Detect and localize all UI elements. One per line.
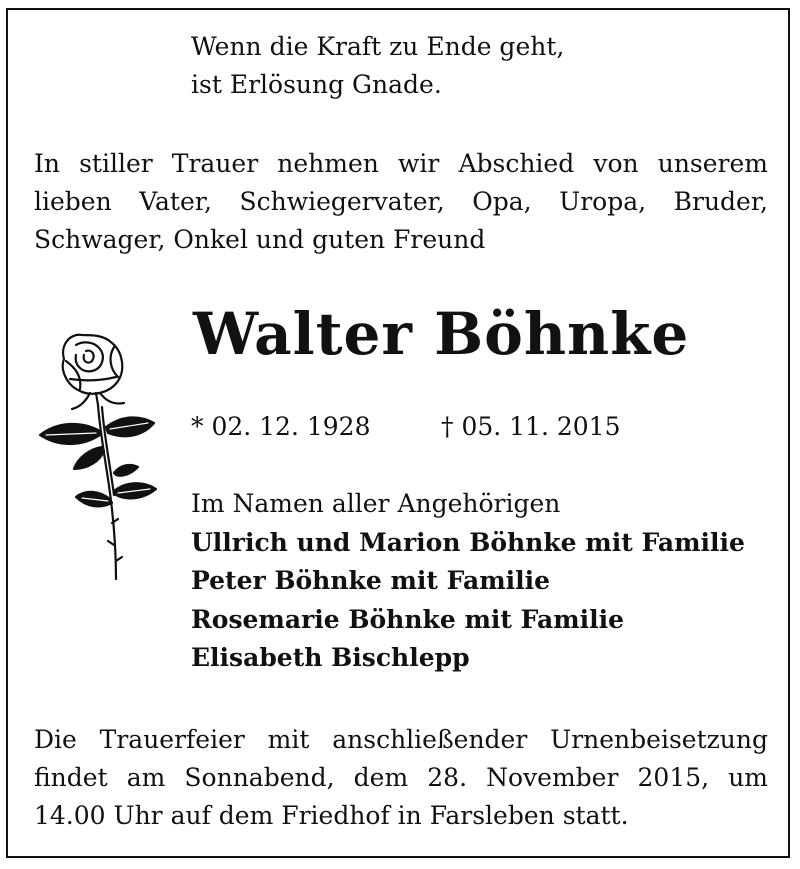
funeral-info-line: 14.00 Uhr auf dem Friedhof in Farsleben statt. <box>34 801 629 830</box>
motto-line: Wenn die Kraft zu Ende geht, <box>191 32 565 61</box>
mourner-name: Ullrich und Marion Böhnke mit Familie <box>191 527 745 557</box>
deceased-name: Walter Böhnke <box>193 300 690 368</box>
mourner-name: Elisabeth Bischlepp <box>191 643 470 672</box>
intro-text <box>34 145 768 259</box>
motto-line: ist Erlösung Gnade. <box>191 70 442 99</box>
intro-line: lieben Vater, Schwiegervater, Opa, Uropa, Bruder, <box>34 187 768 216</box>
rose-icon <box>30 323 170 585</box>
funeral-info-line: Die Trauerfeier mit anschließender Urnenbeisetzung <box>34 725 768 754</box>
mourners <box>191 485 745 678</box>
mourner-name: Rosemarie Böhnke mit Familie <box>191 604 625 634</box>
mourner-name: Peter Böhnke mit Familie <box>191 566 551 595</box>
motto <box>191 28 564 104</box>
birth-date: * 02. 12. 1928 <box>191 412 371 441</box>
intro-line: In stiller Trauer nehmen wir Abschied von unserem <box>34 149 768 178</box>
intro-line: Schwager, Onkel und guten Freund <box>34 225 486 254</box>
funeral-info <box>34 721 768 835</box>
funeral-info-line: findet am Sonnabend, dem 28. November 2015, um <box>34 763 768 792</box>
death-date: † 05. 11. 2015 <box>441 412 621 441</box>
mourners-intro: Im Namen aller Angehörigen <box>191 489 561 518</box>
